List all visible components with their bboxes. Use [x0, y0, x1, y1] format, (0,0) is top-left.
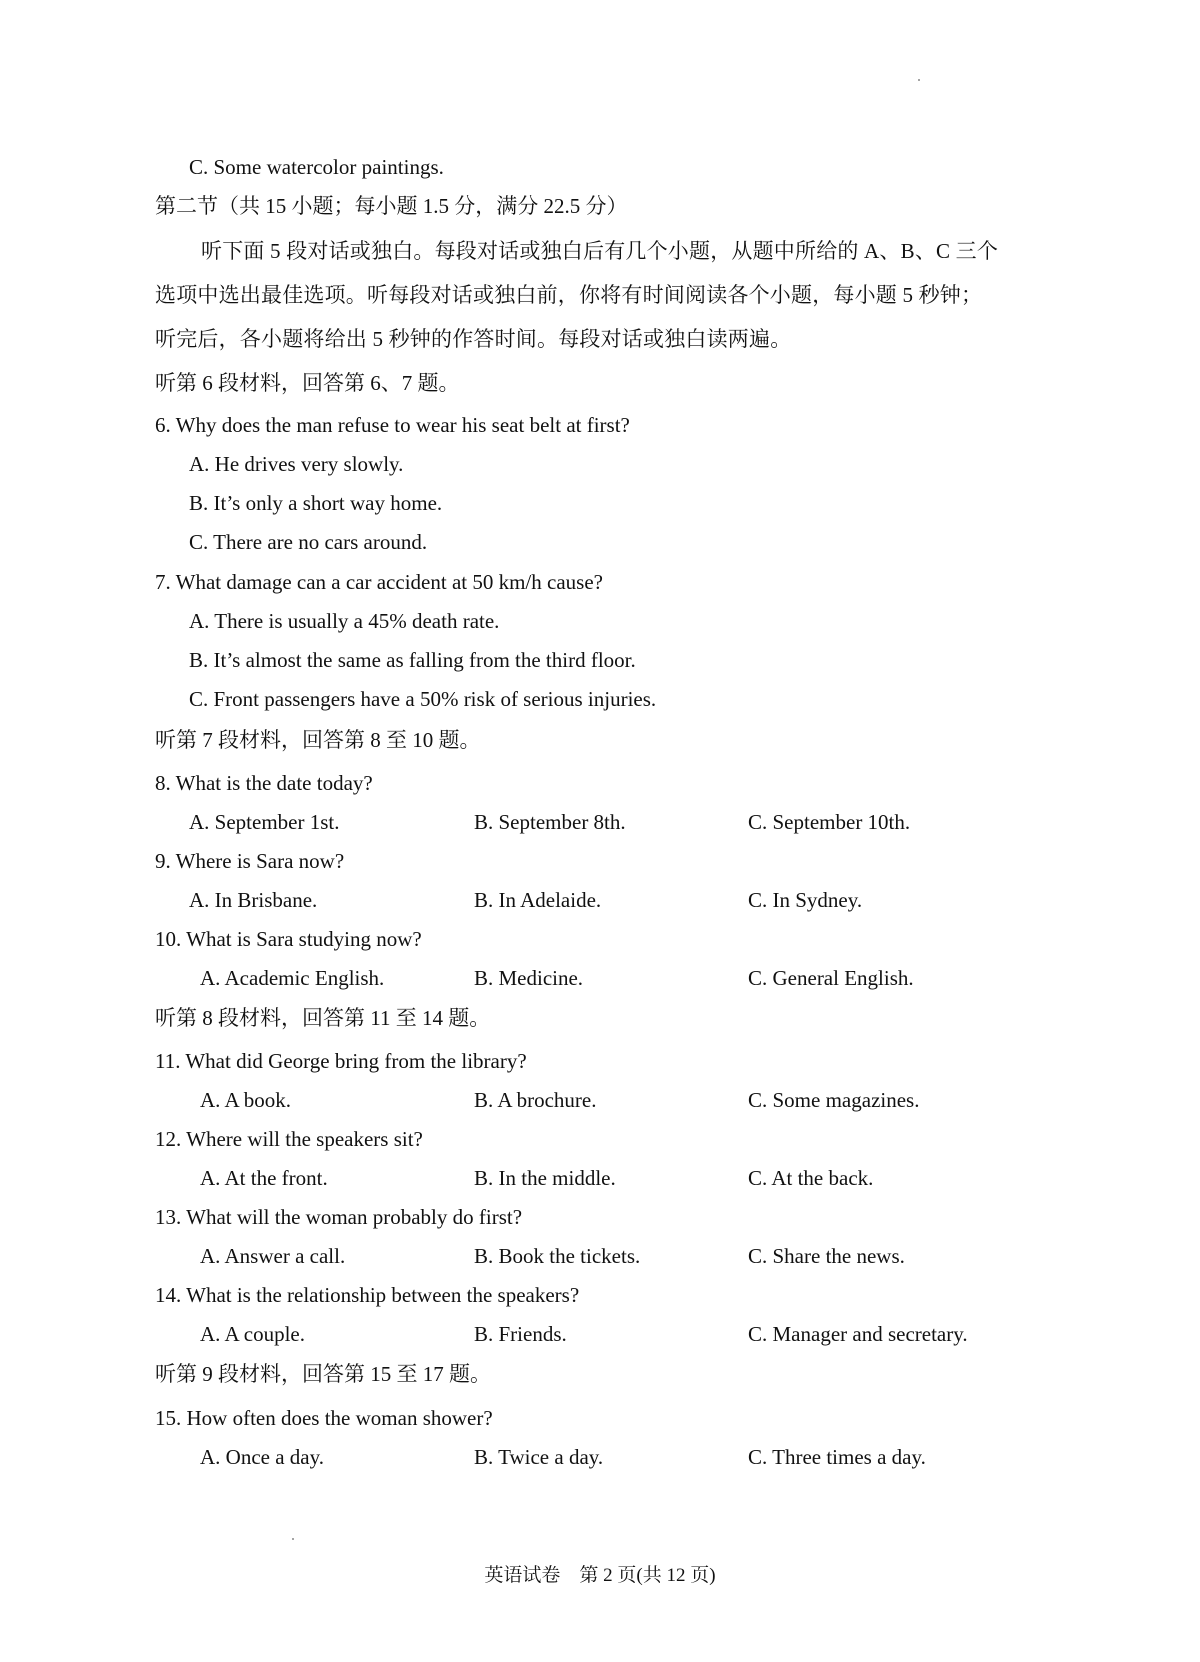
option-13a: A. Answer a call.: [200, 1244, 346, 1268]
option-13b: B. Book the tickets.: [474, 1244, 641, 1268]
option-9a: A. In Brisbane.: [189, 888, 318, 912]
scan-speck: [918, 79, 920, 81]
material-8-note: 听第 8 段材料，回答第 11 至 14 题。: [155, 1006, 491, 1030]
option-12a: A. At the front.: [200, 1166, 328, 1190]
option-6c: C. There are no cars around.: [189, 530, 428, 554]
instruction-line-2: 选项中选出最佳选项。听每段对话或独白前，你将有时间阅读各个小题，每小题 5 秒钟；: [155, 283, 983, 307]
option-12b: B. In the middle.: [474, 1166, 616, 1190]
question-10: 10. What is Sara studying now?: [155, 927, 422, 951]
option-13c: C. Share the news.: [748, 1244, 905, 1268]
option-11c: C. Some magazines.: [748, 1088, 920, 1112]
question-12: 12. Where will the speakers sit?: [155, 1127, 423, 1151]
option-11b: B. A brochure.: [474, 1088, 597, 1112]
question-14: 14. What is the relationship between the speakers?: [155, 1283, 580, 1307]
option-15a: A. Once a day.: [200, 1445, 325, 1469]
material-7-note: 听第 7 段材料，回答第 8 至 10 题。: [155, 728, 481, 752]
question-11: 11. What did George bring from the library?: [155, 1049, 527, 1073]
option-8a: A. September 1st.: [189, 810, 340, 834]
material-6-note: 听第 6 段材料，回答第 6、7 题。: [155, 371, 460, 395]
option-8c: C. September 10th.: [748, 810, 911, 834]
option-10b: B. Medicine.: [474, 966, 584, 990]
instruction-line-1: 听下面 5 段对话或独白。每段对话或独白后有几个小题，从题中所给的 A、B、C 三个: [201, 239, 999, 263]
option-9c: C. In Sydney.: [748, 888, 863, 912]
section-header: 第二节（共 15 小题；每小题 1.5 分，满分 22.5 分）: [155, 194, 628, 218]
option-8b: B. September 8th.: [474, 810, 626, 834]
option-11a: A. A book.: [200, 1088, 292, 1112]
option-12c: C. At the back.: [748, 1166, 874, 1190]
option-14b: B. Friends.: [474, 1322, 567, 1346]
question-15: 15. How often does the woman shower?: [155, 1406, 493, 1430]
page-footer: 英语试卷 第 2 页(共 12 页): [484, 1565, 716, 1586]
option-14c: C. Manager and secretary.: [748, 1322, 968, 1346]
option-10c: C. General English.: [748, 966, 914, 990]
option-6b: B. It’s only a short way home.: [189, 491, 443, 515]
question-6: 6. Why does the man refuse to wear his seat belt at first?: [155, 413, 630, 437]
question-13: 13. What will the woman probably do first?: [155, 1205, 523, 1229]
option-7c: C. Front passengers have a 50% risk of serious injuries.: [189, 687, 657, 711]
instruction-line-3: 听完后，各小题将给出 5 秒钟的作答时间。每段对话或独白读两遍。: [155, 327, 792, 351]
scan-speck: [292, 1538, 294, 1540]
question-7: 7. What damage can a car accident at 50 km/h cause?: [155, 570, 603, 594]
option-7a: A. There is usually a 45% death rate.: [189, 609, 500, 633]
option-9b: B. In Adelaide.: [474, 888, 602, 912]
material-9-note: 听第 9 段材料，回答第 15 至 17 题。: [155, 1362, 491, 1386]
option-14a: A. A couple.: [200, 1322, 305, 1346]
option-15c: C. Three times a day.: [748, 1445, 926, 1469]
option-7b: B. It’s almost the same as falling from the third floor.: [189, 648, 636, 672]
option-5c: C. Some watercolor paintings.: [189, 155, 444, 179]
option-10a: A. Academic English.: [200, 966, 385, 990]
option-15b: B. Twice a day.: [474, 1445, 604, 1469]
question-9: 9. Where is Sara now?: [155, 849, 345, 873]
option-6a: A. He drives very slowly.: [189, 452, 404, 476]
question-8: 8. What is the date today?: [155, 771, 373, 795]
